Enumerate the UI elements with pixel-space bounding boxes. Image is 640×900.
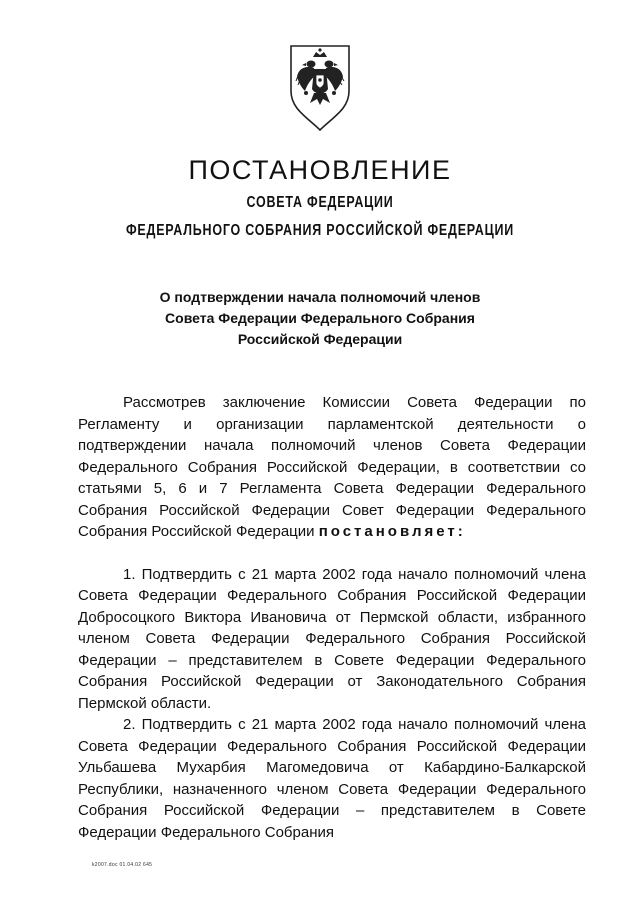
subject-line-1: О подтверждении начала полномочий членов [159, 289, 481, 305]
preamble-paragraph [78, 392, 586, 543]
subject-line-3: Российской Федерации [237, 331, 403, 347]
document-title: ПОСТАНОВЛЕНИЕ [188, 155, 452, 185]
issuing-body-line1: СОВЕТА ФЕДЕРАЦИИ [246, 194, 394, 211]
document-body [78, 392, 586, 843]
footer-file-code: k2007.doc 01.04.02 645 [92, 862, 153, 868]
issuing-body-line2: ФЕДЕРАЛЬНОГО СОБРАНИЯ РОССИЙСКОЙ ФЕДЕРАЦИИ [125, 222, 515, 239]
item-1-paragraph: 1. Подтвердить с 21 марта 2002 года начало полномочий члена Совета Федерации Федерального Собрания Российской Федерации Добросоцкого Виктора Ивановича от Пермской области, избранного членом Совета Федерации Федерального Собрания Российской Федерации – представителем в Совете Федерации Федерального Собрания Российской Федерации от Законодательного Собрания Пермской области. [78, 565, 586, 712]
preamble-text: Рассмотрев заключение Комиссии Совета Федерации по Регламенту и организации парламентской деятельности о подтверждении начала полномочий членов Совета Федерации Федерального Собрания Российской Федерации, в соответствии со статьями 5, 6 и 7 Регламента Совета Федерации Федерального Собрания Российской Федерации Совет Федерации Федерального Собрания Российской Федерации [78, 394, 586, 540]
subject-line-2: Совета Федерации Федерального Собрания [165, 310, 475, 326]
item-2-paragraph: 2. Подтвердить с 21 марта 2002 года начало полномочий члена Совета Федерации Федерального Собрания Российской Федерации Ульбашева Мухарбия Магомедовича от Кабардино-Балкарской Республики, назначенного членом Совета Федерации Федерального Собрания Российской Федерации – представителем в Совете Федерации Федерального Собрания [78, 716, 586, 841]
document-subject [0, 287, 640, 350]
coat-of-arms-icon [287, 43, 353, 133]
resolves-word: постановляет: [318, 523, 466, 540]
